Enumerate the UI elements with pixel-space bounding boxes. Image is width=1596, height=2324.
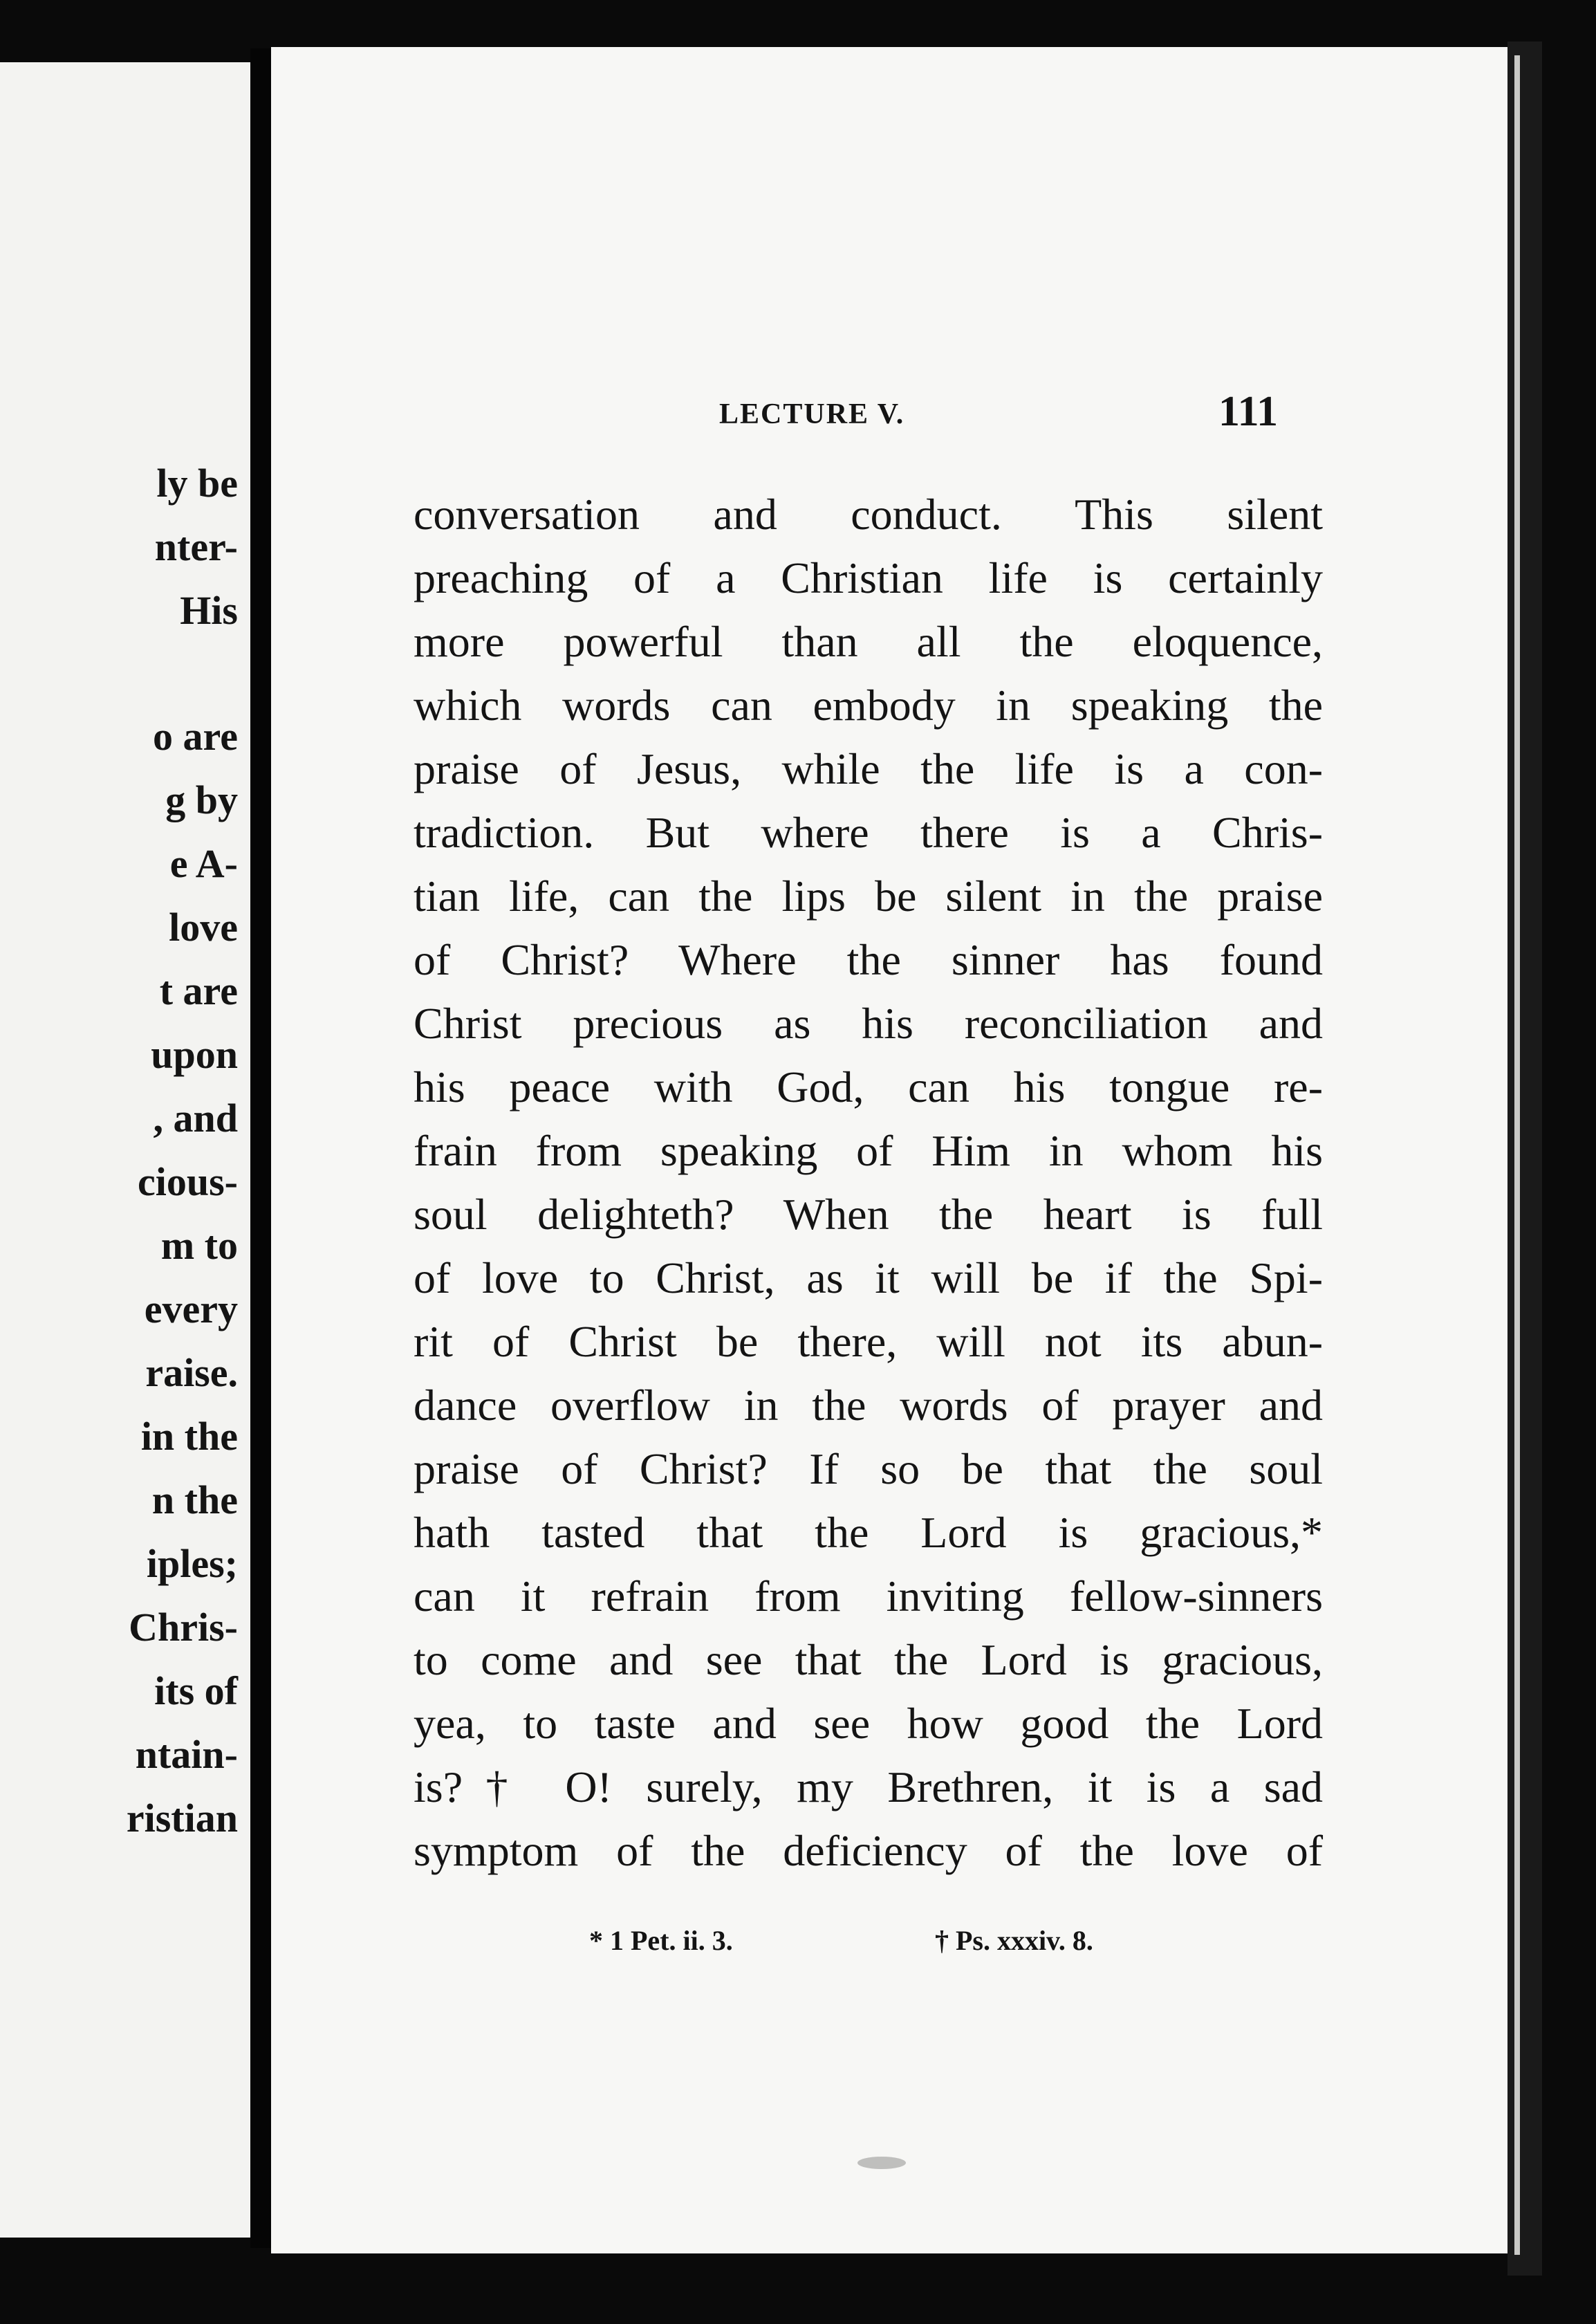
left-line: nter- <box>154 524 238 569</box>
left-line: g by <box>165 777 238 822</box>
text-line: of love to Christ, as it will be if the Spi- <box>414 1253 1323 1302</box>
left-line: ristian <box>126 1796 238 1841</box>
text-line: tian life, can the lips be silent in the praise <box>414 872 1323 921</box>
left-line: His <box>180 588 238 633</box>
left-line: ntain- <box>135 1732 238 1777</box>
left-line: ly be <box>156 461 238 506</box>
text-line: Christ precious as his reconciliation and <box>414 999 1323 1048</box>
left-line: m to <box>160 1223 238 1268</box>
left-line: every <box>144 1286 238 1331</box>
left-line: love <box>169 905 238 950</box>
text-line: soul delighteth? When the heart is full <box>414 1190 1323 1239</box>
page-edge <box>1507 42 1542 2276</box>
left-line: e A- <box>169 841 238 886</box>
text-line: of Christ? Where the sinner has found <box>414 935 1323 984</box>
text-line: is?† O! surely, my Brethren, it is a sad <box>414 1762 1323 1811</box>
left-line: Chris- <box>129 1605 238 1650</box>
page-edge-highlight <box>1514 55 1520 2255</box>
text-line: conversation and conduct. This silent <box>414 490 1323 539</box>
running-head: LECTURE V. <box>719 398 905 430</box>
footnote: † Ps. xxxiv. 8. <box>935 1925 1093 1956</box>
text-line: tradiction. But where there is a Chris- <box>414 808 1323 857</box>
text-line: to come and see that the Lord is gracious, <box>414 1635 1323 1684</box>
text-line: preaching of a Christian life is certainly <box>414 553 1323 602</box>
text-line: frain from speaking of Him in whom his <box>414 1126 1323 1175</box>
text-line: praise of Christ? If so be that the soul <box>414 1444 1323 1493</box>
text-line: symptom of the deficiency of the love of <box>414 1826 1323 1875</box>
ink-smudge <box>857 2157 906 2169</box>
text-line: dance overflow in the words of prayer and <box>414 1381 1323 1430</box>
left-line: t are <box>159 968 238 1013</box>
left-line: upon <box>151 1032 238 1077</box>
left-line: in the <box>140 1414 238 1459</box>
left-page <box>0 62 250 2238</box>
left-line: , and <box>153 1096 238 1141</box>
text-line: praise of Jesus, while the life is a con- <box>414 744 1323 793</box>
left-line: raise. <box>145 1350 238 1395</box>
text-line: yea, to taste and see how good the Lord <box>414 1699 1323 1748</box>
page-number: 111 <box>1218 388 1279 435</box>
text-line: can it refrain from inviting fellow-sinners <box>414 1571 1323 1621</box>
text-line: which words can embody in speaking the <box>414 681 1323 730</box>
left-line: o are <box>153 714 238 759</box>
text-line: hath tasted that the Lord is gracious,* <box>414 1508 1323 1557</box>
text-line: more powerful than all the eloquence, <box>414 617 1323 666</box>
left-line: n the <box>151 1477 238 1522</box>
left-line: iples; <box>146 1541 238 1586</box>
text-line: rit of Christ be there, will not its abun- <box>414 1317 1323 1366</box>
footnote: * 1 Pet. ii. 3. <box>589 1925 733 1956</box>
text-line: his peace with God, can his tongue re- <box>414 1062 1323 1112</box>
left-line: cious- <box>138 1159 238 1204</box>
book-gutter <box>250 48 271 2248</box>
left-line: its of <box>154 1668 238 1713</box>
